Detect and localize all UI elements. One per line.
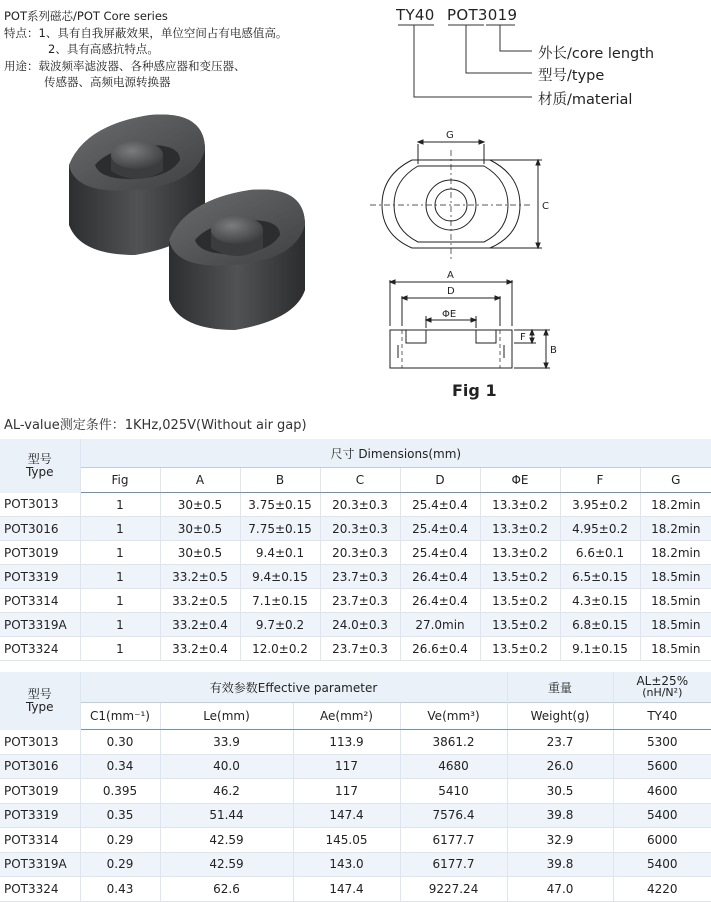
value-cell: 33.2±0.4 xyxy=(160,637,240,661)
value-cell: 30±0.5 xyxy=(160,517,240,541)
value-cell: 26.4±0.4 xyxy=(400,565,480,589)
value-cell: 30±0.5 xyxy=(160,493,240,517)
value-cell: 6.5±0.15 xyxy=(560,565,640,589)
label-e: ΦE xyxy=(442,309,457,320)
table-row xyxy=(0,541,711,565)
part-number-cell: POT3019 xyxy=(0,779,80,804)
value-cell: 6000 xyxy=(613,828,711,853)
value-cell: 147.4 xyxy=(293,877,400,902)
value-cell: 18.5min xyxy=(640,637,711,661)
params-col-header: C1(mm⁻¹) xyxy=(80,703,160,730)
params-group-header: 有效参数Effective parameter xyxy=(80,672,507,703)
dimensions-table xyxy=(0,439,711,661)
dimension-drawing xyxy=(360,120,560,375)
figure-caption: Fig 1 xyxy=(452,381,497,400)
dims-col-header: ΦE xyxy=(480,468,560,493)
value-cell: 13.5±0.2 xyxy=(480,637,560,661)
value-cell: 46.2 xyxy=(160,779,293,804)
table-row xyxy=(0,877,711,902)
value-cell: 145.05 xyxy=(293,828,400,853)
value-cell: 117 xyxy=(293,779,400,804)
al-unit: (nH/N²) xyxy=(642,686,683,699)
value-cell: 12.0±0.2 xyxy=(240,637,320,661)
value-cell: 13.3±0.2 xyxy=(480,517,560,541)
dims-col-header: A xyxy=(160,468,240,493)
value-cell: 13.5±0.2 xyxy=(480,613,560,637)
parameters-table xyxy=(0,672,711,902)
value-cell: 13.5±0.2 xyxy=(480,589,560,613)
value-cell: 25.4±0.4 xyxy=(400,541,480,565)
value-cell: 13.5±0.2 xyxy=(480,565,560,589)
dims-group-header: 尺寸 Dimensions(mm) xyxy=(80,439,711,468)
value-cell: 0.395 xyxy=(80,779,160,804)
value-cell: 1 xyxy=(80,493,160,517)
value-cell: 1 xyxy=(80,637,160,661)
value-cell: 5600 xyxy=(613,754,711,779)
value-cell: 26.6±0.4 xyxy=(400,637,480,661)
params-al-header xyxy=(613,672,711,703)
value-cell: 5400 xyxy=(613,803,711,828)
value-cell: 3861.2 xyxy=(400,730,507,755)
value-cell: 9.4±0.1 xyxy=(240,541,320,565)
series-title: POT系列磁芯/POT Core series xyxy=(4,9,168,23)
part-number-cell: POT3324 xyxy=(0,637,80,661)
part-number-cell: POT3013 xyxy=(0,493,80,517)
table-row xyxy=(0,613,711,637)
value-cell: 5410 xyxy=(400,779,507,804)
material-label: 材质/material xyxy=(538,92,633,108)
value-cell: 25.4±0.4 xyxy=(400,493,480,517)
value-cell: 7.75±0.15 xyxy=(240,517,320,541)
feature-2: 2、具有高感抗特点。 xyxy=(48,42,159,56)
value-cell: 33.2±0.5 xyxy=(160,589,240,613)
value-cell: 20.3±0.3 xyxy=(320,493,400,517)
value-cell: 6.6±0.1 xyxy=(560,541,640,565)
value-cell: 13.3±0.2 xyxy=(480,493,560,517)
value-cell: 6177.7 xyxy=(400,852,507,877)
value-cell: 4220 xyxy=(613,877,711,902)
value-cell: 18.2min xyxy=(640,493,711,517)
label-c: C xyxy=(542,201,549,212)
part-number-cell: POT3314 xyxy=(0,589,80,613)
label-g: G xyxy=(446,130,454,141)
value-cell: 147.4 xyxy=(293,803,400,828)
value-cell: 1 xyxy=(80,517,160,541)
value-cell: 20.3±0.3 xyxy=(320,517,400,541)
value-cell: 5400 xyxy=(613,852,711,877)
value-cell: 5300 xyxy=(613,730,711,755)
value-cell: 3.75±0.15 xyxy=(240,493,320,517)
part-number-cell: POT3319A xyxy=(0,852,80,877)
table-row xyxy=(0,754,711,779)
value-cell: 6.8±0.15 xyxy=(560,613,640,637)
value-cell: 23.7±0.3 xyxy=(320,565,400,589)
value-cell: 7.1±0.15 xyxy=(240,589,320,613)
value-cell: 143.0 xyxy=(293,852,400,877)
value-cell: 117 xyxy=(293,754,400,779)
params-col-header: Ae(mm²) xyxy=(293,703,400,730)
table-row xyxy=(0,828,711,853)
value-cell: 9227.24 xyxy=(400,877,507,902)
value-cell: 25.4±0.4 xyxy=(400,517,480,541)
value-cell: 62.6 xyxy=(160,877,293,902)
al-tolerance: AL±25% xyxy=(636,674,689,688)
params-weight-header: 重量 xyxy=(507,672,613,703)
dims-col-header: C xyxy=(320,468,400,493)
value-cell: 23.7±0.3 xyxy=(320,589,400,613)
value-cell: 18.5min xyxy=(640,589,711,613)
dims-col-header: G xyxy=(640,468,711,493)
table-row xyxy=(0,730,711,755)
value-cell: 33.9 xyxy=(160,730,293,755)
usage-2: 传感器、高频电源转换器 xyxy=(44,75,171,89)
pot-core-photo xyxy=(55,105,325,330)
value-cell: 33.2±0.4 xyxy=(160,613,240,637)
core-length-label: 外长/core length xyxy=(538,46,655,62)
value-cell: 3.95±0.2 xyxy=(560,493,640,517)
value-cell: 0.35 xyxy=(80,803,160,828)
value-cell: 9.1±0.15 xyxy=(560,637,640,661)
value-cell: 27.0min xyxy=(400,613,480,637)
value-cell: 23.7 xyxy=(507,730,613,755)
value-cell: 1 xyxy=(80,541,160,565)
params-col-header: TY40 xyxy=(613,703,711,730)
value-cell: 113.9 xyxy=(293,730,400,755)
value-cell: 0.34 xyxy=(80,754,160,779)
label-a: A xyxy=(447,270,454,281)
table-row xyxy=(0,803,711,828)
value-cell: 20.3±0.3 xyxy=(320,541,400,565)
label-f: F xyxy=(520,332,526,343)
params-type-header xyxy=(0,672,80,730)
value-cell: 26.0 xyxy=(507,754,613,779)
part-number-cell: POT3319A xyxy=(0,613,80,637)
table-row xyxy=(0,637,711,661)
value-cell: 24.0±0.3 xyxy=(320,613,400,637)
value-cell: 9.7±0.2 xyxy=(240,613,320,637)
type-label: 型号/type xyxy=(538,68,605,84)
value-cell: 13.3±0.2 xyxy=(480,541,560,565)
value-cell: 30.5 xyxy=(507,779,613,804)
value-cell: 4.3±0.15 xyxy=(560,589,640,613)
label-d: D xyxy=(447,286,455,297)
params-col-header: Le(mm) xyxy=(160,703,293,730)
table-row xyxy=(0,493,711,517)
material-code: TY40 xyxy=(396,6,435,24)
params-col-header: Ve(mm³) xyxy=(400,703,507,730)
dims-col-header: B xyxy=(240,468,320,493)
params-type-en: Type xyxy=(25,699,54,714)
part-number-cell: POT3013 xyxy=(0,730,80,755)
dims-col-header: F xyxy=(560,468,640,493)
part-number-cell: POT3016 xyxy=(0,517,80,541)
value-cell: 18.5min xyxy=(640,565,711,589)
value-cell: 9.4±0.15 xyxy=(240,565,320,589)
value-cell: 51.44 xyxy=(160,803,293,828)
value-cell: 18.2min xyxy=(640,541,711,565)
part-number-cell: POT3324 xyxy=(0,877,80,902)
part-number-cell: POT3016 xyxy=(0,754,80,779)
dims-col-header: Fig xyxy=(80,468,160,493)
value-cell: 33.2±0.5 xyxy=(160,565,240,589)
params-col-header: Weight(g) xyxy=(507,703,613,730)
value-cell: 4.95±0.2 xyxy=(560,517,640,541)
part-number-cell: POT3019 xyxy=(0,541,80,565)
dims-col-header: D xyxy=(400,468,480,493)
al-value-note: AL-value测定条件：1KHz,025V(Without air gap) xyxy=(4,418,307,433)
value-cell: 23.7±0.3 xyxy=(320,637,400,661)
value-cell: 0.30 xyxy=(80,730,160,755)
table-row xyxy=(0,589,711,613)
value-cell: 42.59 xyxy=(160,828,293,853)
dims-type-header xyxy=(0,439,80,493)
value-cell: 4680 xyxy=(400,754,507,779)
value-cell: 4600 xyxy=(613,779,711,804)
part-number-cell: POT3319 xyxy=(0,803,80,828)
feature-1: 特点：1、具有自我屏蔽效果，单位空间占有电感值高。 xyxy=(4,25,288,40)
value-cell: 1 xyxy=(80,589,160,613)
value-cell: 40.0 xyxy=(160,754,293,779)
part-number-cell: POT3319 xyxy=(0,565,80,589)
value-cell: 30±0.5 xyxy=(160,541,240,565)
value-cell: 0.29 xyxy=(80,828,160,853)
value-cell: 32.9 xyxy=(507,828,613,853)
value-cell: 18.2min xyxy=(640,517,711,541)
value-cell: 1 xyxy=(80,565,160,589)
label-b: B xyxy=(550,345,557,356)
dims-type-zh: 型号 xyxy=(27,451,52,466)
value-cell: 6177.7 xyxy=(400,828,507,853)
part-code: POT3019 xyxy=(447,6,518,24)
value-cell: 47.0 xyxy=(507,877,613,902)
table-row xyxy=(0,779,711,804)
part-number-cell: POT3314 xyxy=(0,828,80,853)
value-cell: 18.5min xyxy=(640,613,711,637)
params-type-zh: 型号 xyxy=(27,686,52,701)
value-cell: 26.4±0.4 xyxy=(400,589,480,613)
usage-1: 用途：载波频率滤波器、各种感应器和变压器、 xyxy=(4,58,246,73)
value-cell: 0.43 xyxy=(80,877,160,902)
dims-type-en: Type xyxy=(25,464,54,479)
value-cell: 42.59 xyxy=(160,852,293,877)
table-row xyxy=(0,852,711,877)
table-row xyxy=(0,517,711,541)
table-row xyxy=(0,565,711,589)
value-cell: 1 xyxy=(80,613,160,637)
value-cell: 39.8 xyxy=(507,803,613,828)
value-cell: 7576.4 xyxy=(400,803,507,828)
value-cell: 0.29 xyxy=(80,852,160,877)
value-cell: 39.8 xyxy=(507,852,613,877)
